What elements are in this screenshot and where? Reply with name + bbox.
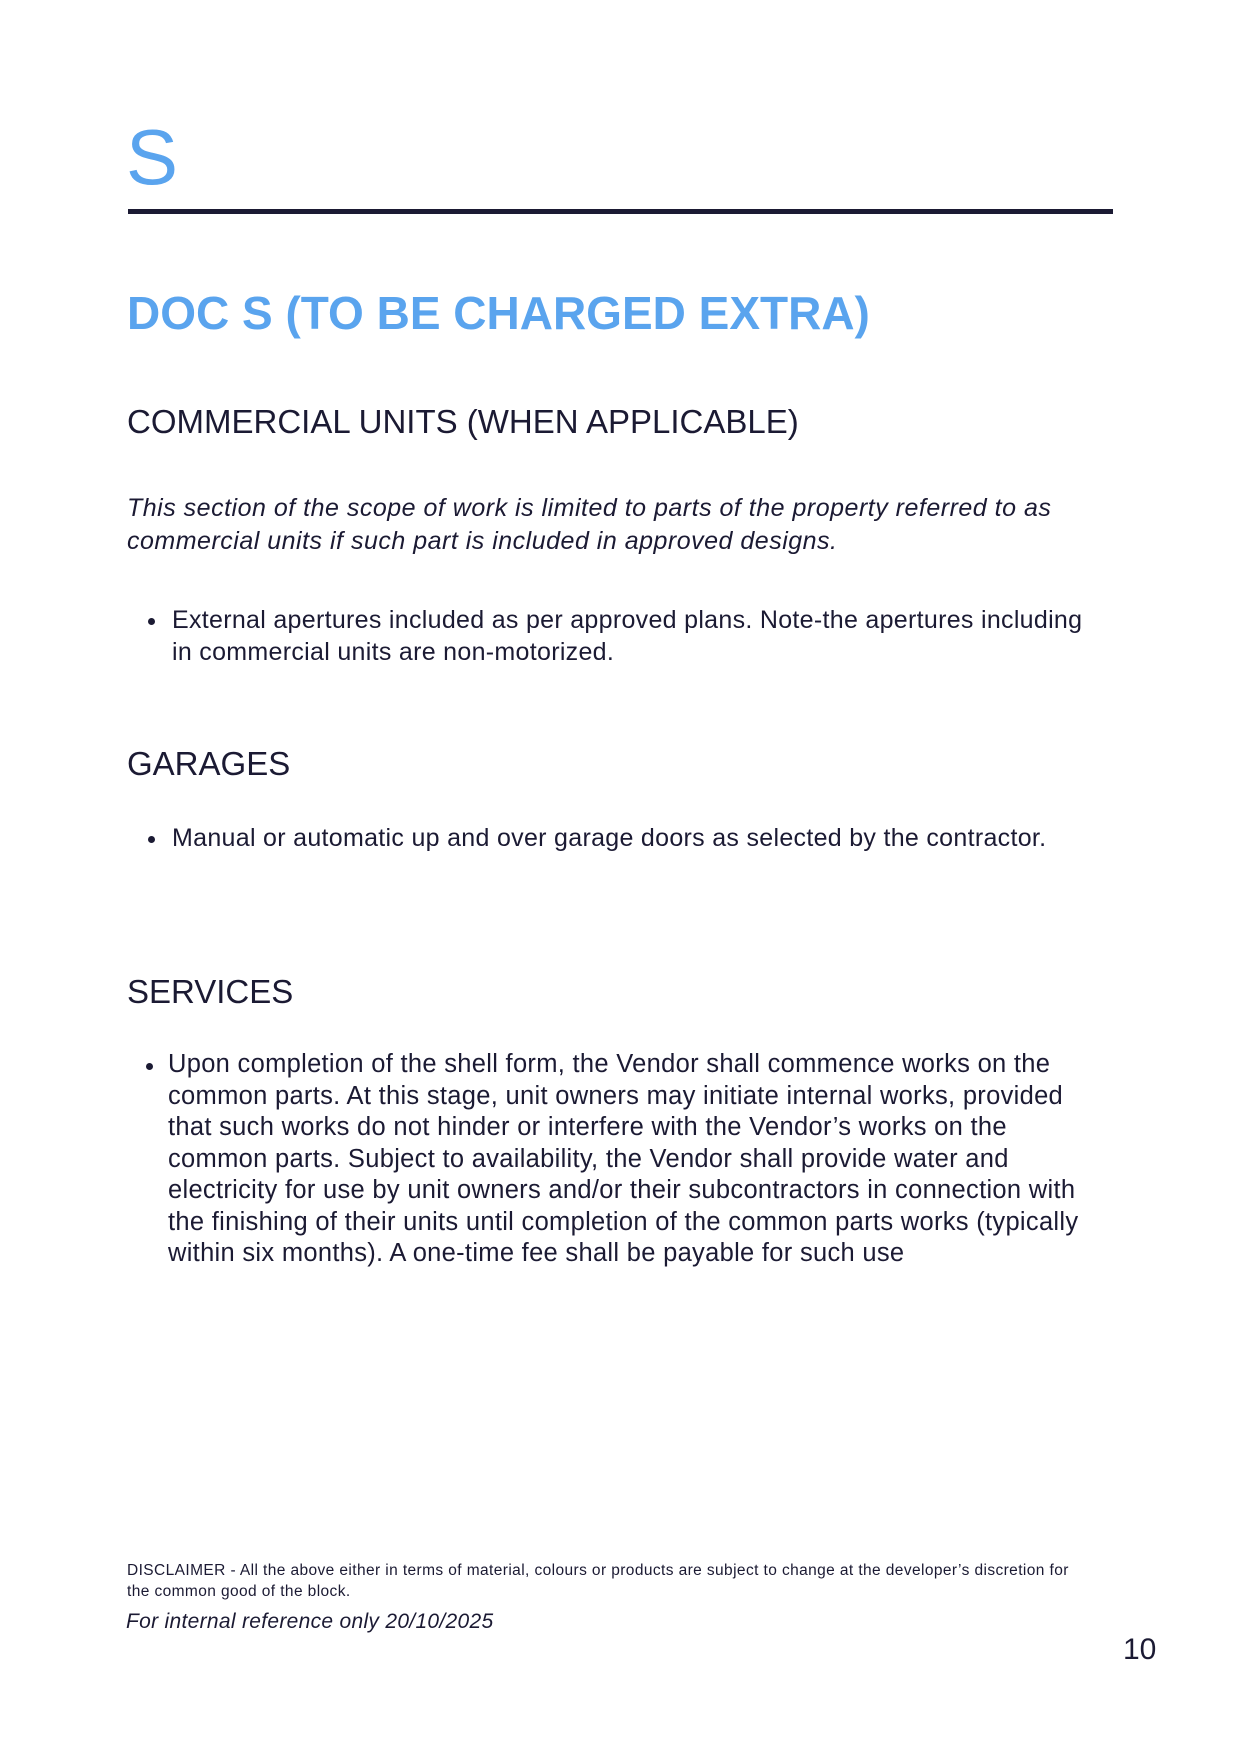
heading-garages: GARAGES	[127, 745, 291, 782]
list-item	[172, 604, 1102, 668]
bullet-icon	[148, 618, 155, 625]
list-item	[168, 1049, 1113, 1270]
bullet-icon	[146, 1063, 153, 1070]
list-item	[172, 822, 1102, 854]
commercial-list	[172, 604, 1102, 668]
bullet-icon	[148, 836, 155, 843]
commercial-intro-text: This section of the scope of work is limited to parts of the property referred to as commercial units if such part is included in approved designs.	[127, 494, 1052, 555]
list-item-text: External apertures included as per approved plans. Note-the apertures including in commercial units are non-motorized.	[172, 606, 1083, 666]
document-title: DOC S (TO BE CHARGED EXTRA)	[127, 287, 870, 339]
section-letter: S	[126, 113, 179, 201]
heading-services: SERVICES	[127, 973, 294, 1010]
list-item-text: Upon completion of the shell form, the Vendor shall commence works on the common parts. At this stage, unit owners may initiate internal works, provided that such works do not hinder or interfere with the Vendor’s works on the common parts. Subject to availability, the Vendor shall provide water and electricity for use by unit owners and/or their subcontractors in connection with the finishing of their units until completion of the common parts works (typically within six months). A one-time fee shall be payable for such use	[168, 1050, 1079, 1267]
heading-commercial-units: COMMERCIAL UNITS (WHEN APPLICABLE)	[127, 403, 799, 440]
garages-list	[172, 822, 1102, 854]
header-divider	[128, 209, 1113, 214]
internal-reference-note: For internal reference only 20/10/2025	[126, 1610, 494, 1633]
services-list	[168, 1049, 1113, 1270]
disclaimer-text: DISCLAIMER - All the above either in terms of material, colours or products are subject to change at the developer’s discretion for the common good of the block.	[127, 1562, 1069, 1600]
page-number: 10	[1123, 1633, 1157, 1666]
list-item-text: Manual or automatic up and over garage doors as selected by the contractor.	[172, 824, 1047, 852]
